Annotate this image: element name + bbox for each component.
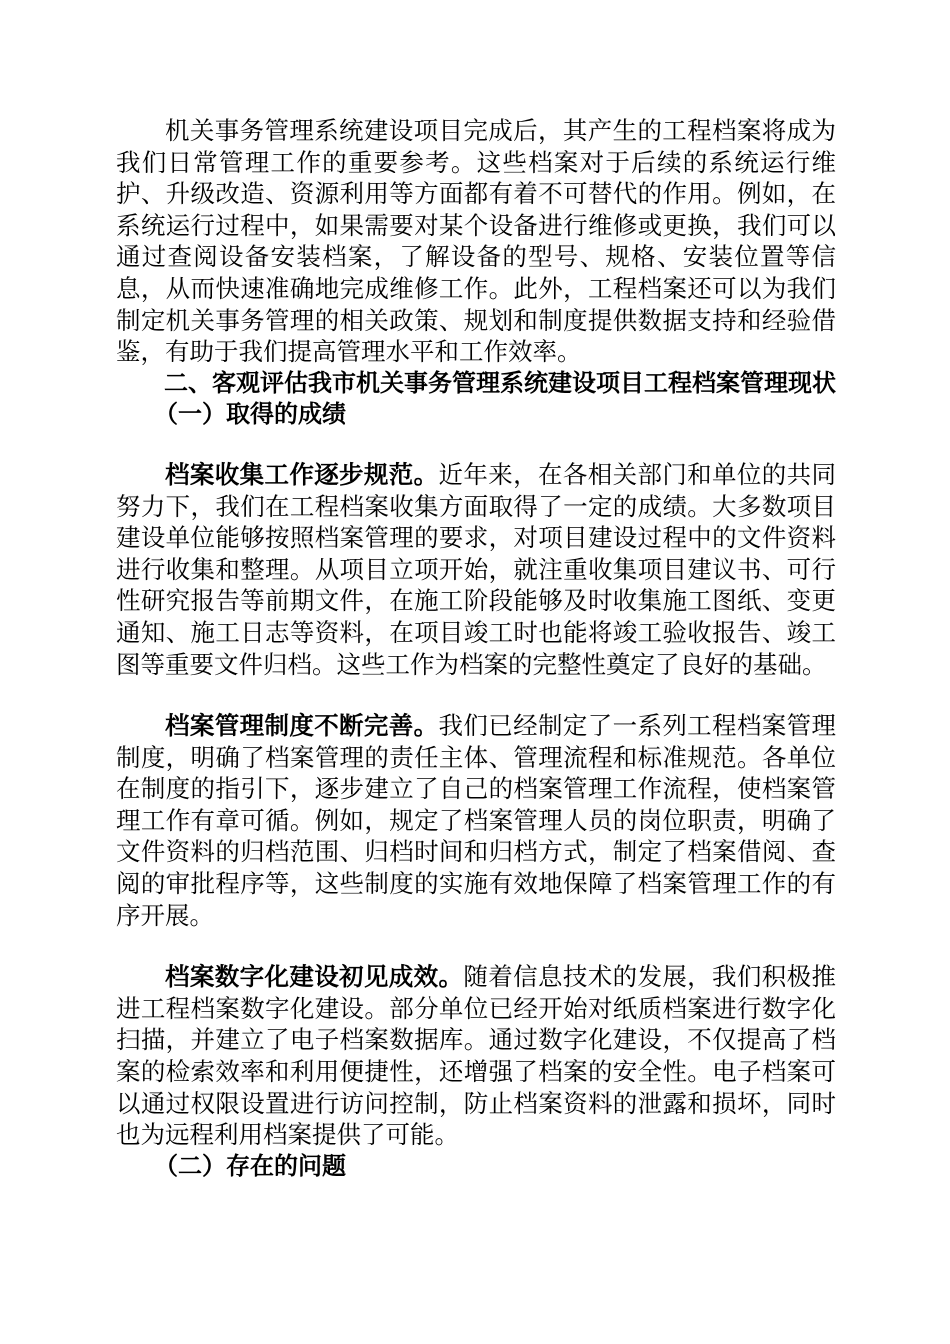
paragraph-body: 我们已经制定了一系列工程档案管理制度，明确了档案管理的责任主体、管理流程和标准规范。各单位在制度的指引下，逐步建立了自己的档案管理工作流程，使档案管理工作有章可循。例如，规定了档案管理人员的岗位职责，明确了文件资料的归档范围、归档时间和归档方式，制定了档案借阅、查阅的审批程序等，这些制度的实施有效地保障了档案管理工作的有序开展。 xyxy=(116,711,837,930)
achievement-paragraph-system xyxy=(116,710,836,931)
document-body xyxy=(116,115,836,1182)
intro-paragraph: 机关事务管理系统建设项目完成后，其产生的工程档案将成为我们日常管理工作的重要参考。这些档案对于后续的系统运行维护、升级改造、资源利用等方面都有着不可替代的作用。例如，在系统运行过程中，如果需要对某个设备进行维修或更换，我们可以通过查阅设备安装档案，了解设备的型号、规格、安装位置等信息，从而快速准确地完成维修工作。此外，工程档案还可以为我们制定机关事务管理的相关政策、规划和制度提供数据支持和经验借鉴，有助于我们提高管理水平和工作效率。 xyxy=(116,116,836,367)
paragraph-lead: 档案收集工作逐步规范。 xyxy=(165,459,439,489)
subsection-heading-problems: （二）存在的问题 xyxy=(154,1151,346,1180)
section-heading: 二、客观评估我市机关事务管理系统建设项目工程档案管理现状 xyxy=(164,368,836,397)
achievement-paragraph-digitization xyxy=(116,961,836,1151)
paragraph-lead: 档案数字化建设初见成效。 xyxy=(165,962,464,992)
achievement-paragraph-collection xyxy=(116,459,836,680)
paragraph-body: 随着信息技术的发展，我们积极推进工程档案数字化建设。部分单位已经开始对纸质档案进行数字化扫描，并建立了电子档案数据库。通过数字化建设，不仅提高了档案的检索效率和利用便捷性，还增强了档案的安全性。电子档案可以通过权限设置进行访问控制，防止档案资料的泄露和损坏，同时也为远程利用档案提供了可能。 xyxy=(116,962,837,1150)
subsection-heading-achievements: （一）取得的成绩 xyxy=(154,400,346,429)
paragraph-lead: 档案管理制度不断完善。 xyxy=(165,711,439,741)
paragraph-body: 近年来，在各相关部门和单位的共同努力下，我们在工程档案收集方面取得了一定的成绩。大多数项目建设单位能够按照档案管理的要求，对项目建设过程中的文件资料进行收集和整理。从项目立项开始，就注重收集项目建议书、可行性研究报告等前期文件，在施工阶段能够及时收集施工图纸、变更通知、施工日志等资料，在项目竣工时也能将竣工验收报告、竣工图等重要文件归档。这些工作为档案的完整性奠定了良好的基础。 xyxy=(116,459,837,679)
